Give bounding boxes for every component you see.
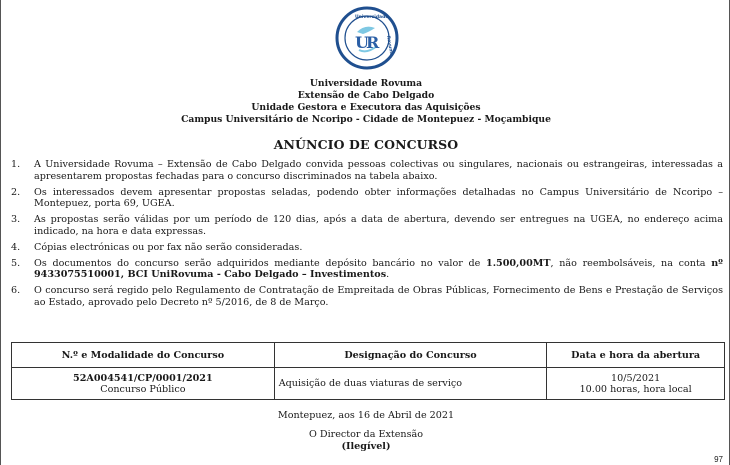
- header-line-campus: Campus Universitário de Ncoripo - Cidade de Montepuez - Moçambique: [181, 114, 551, 125]
- item-text: A Universidade Rovuma – Extensão de Cabo Delgado convida pessoas colectivas ou singulares, nacionais ou estrangeiras, interessadas a apresentarem propostas fechadas para o concurso discriminados na tabela abaixo.: [34, 159, 723, 182]
- column-header-opening: Data e hora da abertura: [547, 343, 725, 368]
- bank-account: nº 9433075510001, BCI UniRovuma - Cabo Delgado – Investimentos: [34, 257, 723, 280]
- item-text: As propostas serão válidas por um período de 120 dias, após a data de abertura, devendo ser entregues na UGEA, no endereço acima indicado, na hora e data expressas.: [34, 214, 723, 237]
- signatory: O Director da Extensão: [308, 429, 424, 440]
- item-number: 3.: [11, 214, 21, 225]
- list-item: [1, 159, 723, 182]
- item-text: .: [386, 269, 390, 280]
- list-item: [1, 214, 723, 237]
- item-number: 5.: [11, 257, 21, 269]
- svg-text:Universidade: Universidade: [355, 15, 389, 20]
- document-title: ANÚNCIO DE CONCURSO: [273, 137, 459, 152]
- opening-date: 10/5/2021: [611, 372, 661, 384]
- signature: (Ilegível): [341, 441, 391, 452]
- list-item: [1, 258, 723, 281]
- column-header-number: N.º e Modalidade do Concurso: [12, 343, 275, 368]
- header-line-unit: Unidade Gestora e Executora das Aquisições: [251, 102, 481, 113]
- institution-header: [1, 78, 730, 126]
- item-text: Os interessados devem apresentar propostas seladas, podendo obter informações detalhadas no Campus Universitário de Ncoripo – Montepuez, porta 69, UGEA.: [34, 186, 723, 209]
- university-logo: [335, 6, 399, 70]
- announcement-items: [1, 159, 723, 313]
- svg-text:Rovuma: Rovuma: [385, 35, 394, 57]
- item-number: 6.: [11, 285, 21, 296]
- opening-time: 10.00 horas, hora local: [579, 383, 692, 395]
- table-row: [12, 368, 725, 400]
- item-number: 1.: [11, 159, 21, 170]
- deposit-amount: 1.500,00MT: [486, 257, 551, 269]
- item-text: Os documentos do concurso serão adquiridos mediante depósito bancário no valor de: [34, 257, 487, 269]
- page-number: 97: [714, 455, 723, 464]
- tender-table: [11, 342, 725, 400]
- tender-modality: Concurso Público: [100, 383, 186, 395]
- item-text: Cópias electrónicas ou por fax não serão consideradas.: [34, 241, 303, 253]
- tender-number-cell: [12, 368, 275, 400]
- column-header-designation: Designação do Concurso: [274, 343, 547, 368]
- header-line-university: Universidade Rovuma: [309, 78, 423, 89]
- place-date: Montepuez, aos 16 de Abril de 2021: [277, 410, 455, 421]
- item-number: 4.: [11, 241, 21, 253]
- list-item: [1, 187, 723, 210]
- table-header-row: [12, 343, 725, 368]
- svg-text:U: U: [355, 33, 369, 52]
- opening-cell: [547, 368, 725, 400]
- list-item: [1, 242, 723, 254]
- list-item: [1, 285, 723, 308]
- item-text: , não reembolsáveis, na conta: [550, 257, 712, 269]
- tender-number: 52A004541/CP/0001/2021: [73, 372, 213, 384]
- item-text: O concurso será regido pelo Regulamento de Contratação de Empreitada de Obras Públicas, Fornecimento de Bens e Prestação de Serviços ao Estado, aprovado pelo Decreto nº 5/2016, de 8 de Março.: [34, 285, 723, 308]
- svg-text:R: R: [366, 33, 380, 52]
- tender-designation: Aquisição de duas viaturas de serviço: [274, 368, 547, 400]
- header-line-extension: Extensão de Cabo Delgado: [297, 90, 435, 101]
- item-number: 2.: [11, 186, 21, 198]
